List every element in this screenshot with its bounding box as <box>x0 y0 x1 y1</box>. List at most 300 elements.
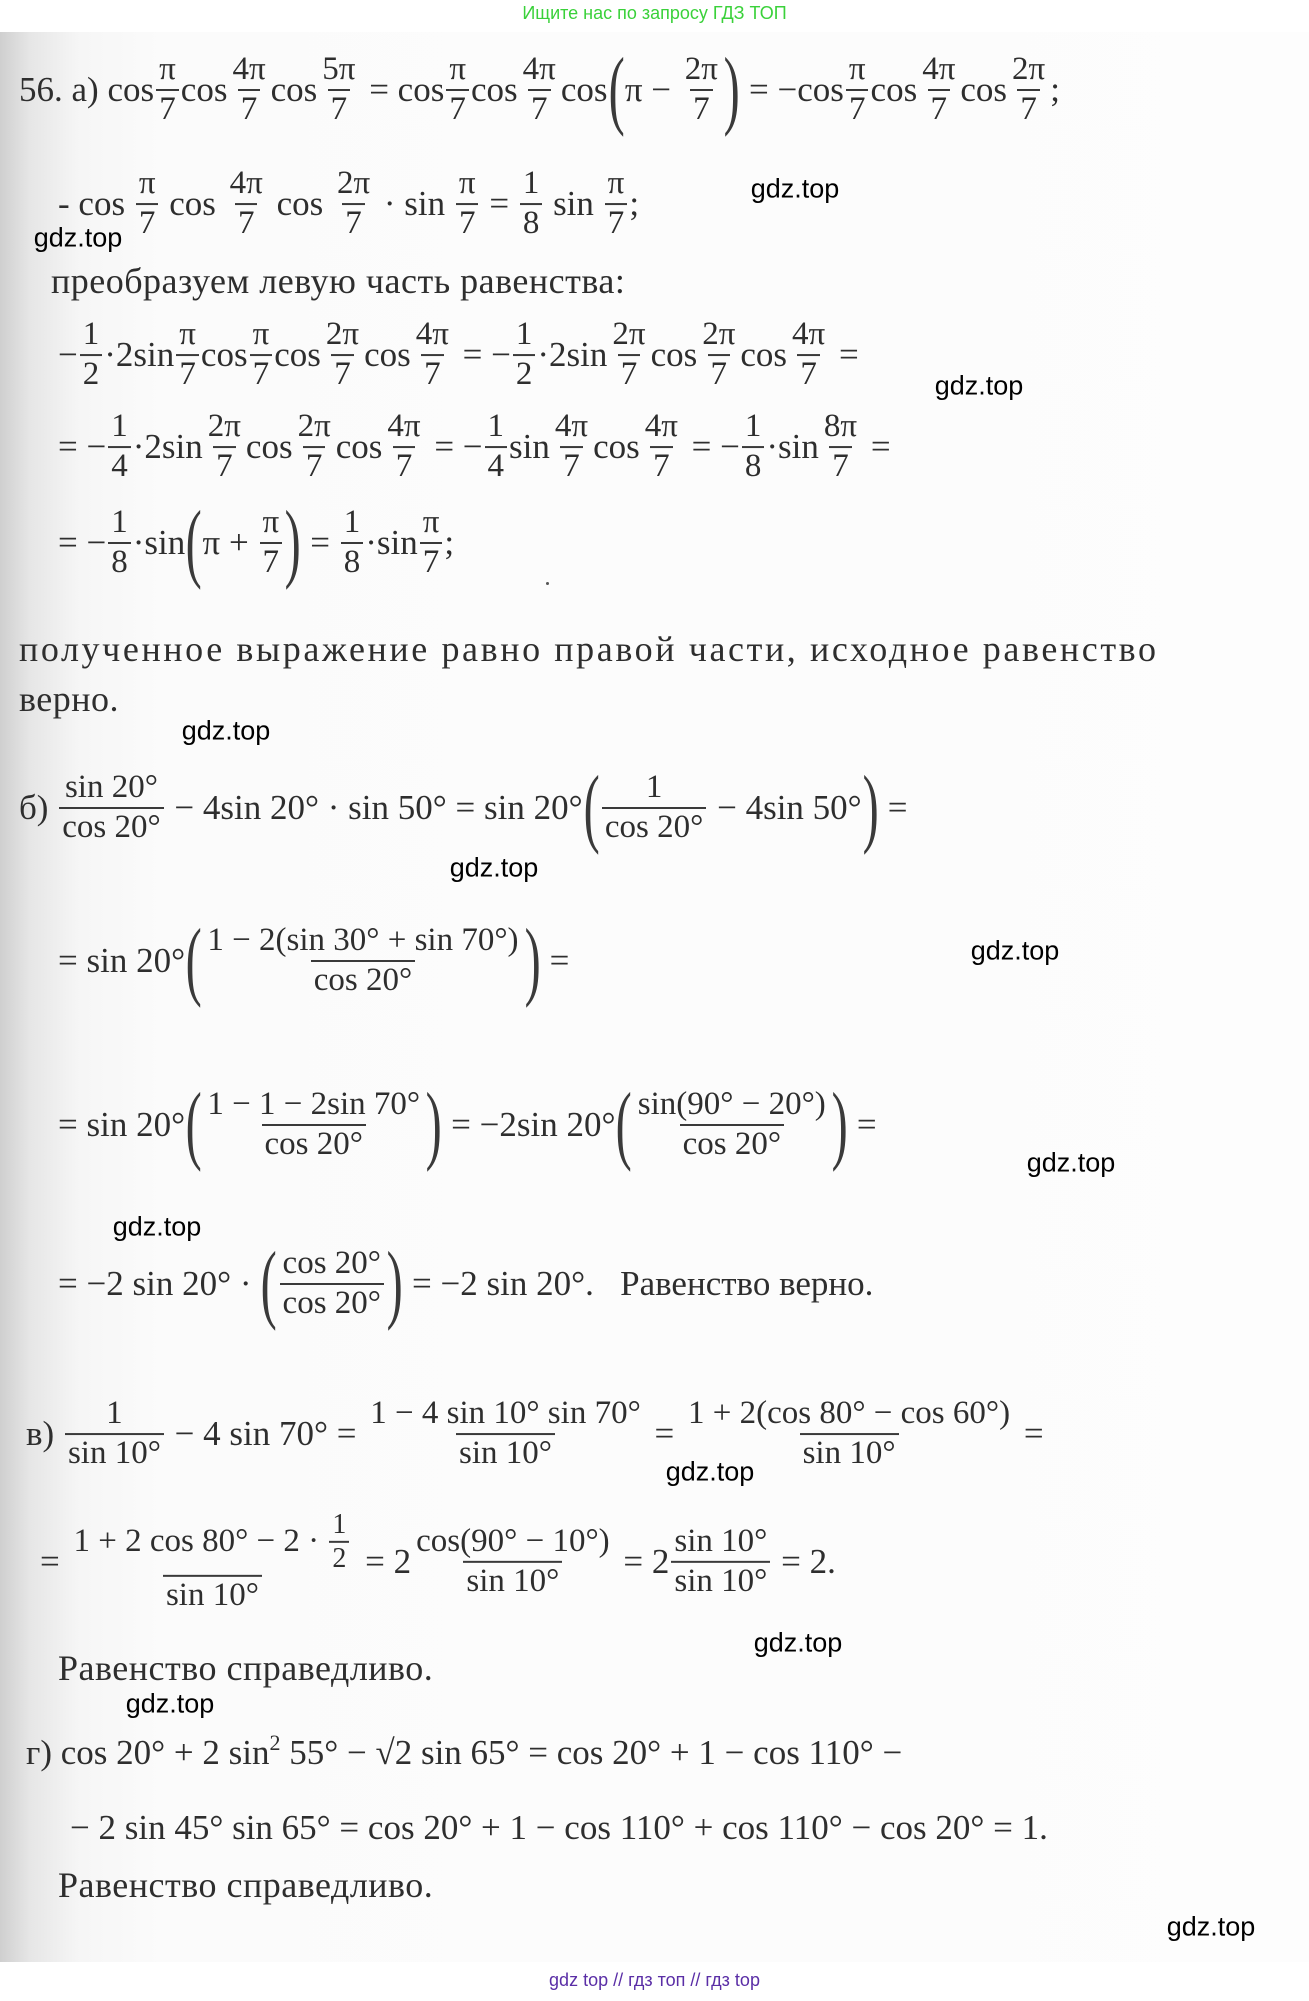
math-text: ; <box>629 184 640 223</box>
math-text: sin 10° <box>459 1435 552 1471</box>
math-text: 7 <box>138 205 156 241</box>
numerator <box>250 316 273 354</box>
denominator <box>156 89 179 129</box>
denominator <box>311 960 415 1000</box>
numerator <box>643 769 666 807</box>
fraction <box>635 1086 829 1164</box>
watermark: gdz.top <box>112 1211 202 1242</box>
denominator <box>393 446 416 486</box>
math-text: = <box>301 523 339 562</box>
math-text: ; <box>1050 70 1060 109</box>
math-text: 1 <box>82 316 100 353</box>
denominator <box>59 807 163 847</box>
numerator <box>513 316 536 354</box>
fraction <box>59 769 163 847</box>
fraction <box>329 1509 349 1575</box>
eq-a-4 <box>58 408 891 486</box>
fraction <box>846 51 869 129</box>
math-text: ·sin <box>132 523 186 562</box>
math-text: π <box>607 165 625 202</box>
math-text: = <box>848 1105 877 1144</box>
math-text: cos 20° <box>313 962 413 998</box>
numerator <box>341 504 364 542</box>
numerator <box>605 165 628 203</box>
math-text: 7 <box>832 448 849 484</box>
math-text: 1 + 2 cos 80° − 2 · <box>73 1523 328 1560</box>
numerator <box>204 922 521 960</box>
math-text: 7 <box>422 544 440 580</box>
math-text: г) cos 20° + 2 sin <box>26 1733 270 1772</box>
math-text: 2π <box>1012 51 1046 88</box>
math-text: 1 <box>515 316 533 353</box>
eq-g-1 <box>26 1730 903 1773</box>
numerator <box>280 1245 384 1283</box>
fraction <box>742 408 765 486</box>
math-text: cos(90° − 10°) <box>416 1523 610 1560</box>
denominator <box>520 203 543 243</box>
denominator <box>329 1541 349 1575</box>
fraction <box>334 165 373 243</box>
math-text: б) <box>19 788 58 827</box>
numerator <box>485 408 508 446</box>
math-text: π <box>262 504 280 541</box>
eq-v-1 <box>26 1395 1044 1473</box>
denominator <box>238 89 261 129</box>
math-text: 1 <box>744 408 762 445</box>
math-text: 2π <box>336 165 371 202</box>
eq-b-3 <box>58 1076 877 1173</box>
math-text: 1 − 4 sin 10° sin 70° <box>370 1395 641 1432</box>
top-banner[interactable]: Ищите нас по запросу ГДЗ ТОП <box>0 0 1309 32</box>
denominator <box>618 354 641 394</box>
math-text: = − <box>453 335 511 374</box>
numerator <box>1009 51 1048 89</box>
math-text: 7 <box>237 205 255 241</box>
watermark: gdz.top <box>449 852 539 883</box>
eq-a-5 <box>58 494 455 591</box>
denominator <box>485 446 508 486</box>
math-text: 2π <box>684 51 718 88</box>
right-paren: ) <box>284 494 301 591</box>
footer-links[interactable]: gdz top // гдз топ // гдз top <box>0 1962 1309 2001</box>
math-text: cos <box>200 335 248 374</box>
math-text: − 2 sin 45° sin 65° = cos 20° + 1 − cos 110° + cos 110° − cos 20° = 1. <box>70 1808 1048 1847</box>
numerator <box>642 408 681 446</box>
math-text: = sin 20° <box>58 941 186 980</box>
math-text: = − <box>425 427 483 466</box>
math-text: π − <box>624 70 680 109</box>
math-text: sin 10° <box>674 1563 768 1599</box>
math-text: 8 <box>111 544 128 580</box>
denominator <box>342 203 365 243</box>
eq-a-2 <box>58 165 639 243</box>
left-paren: ( <box>185 1076 202 1173</box>
watermark: gdz.top <box>181 715 271 746</box>
math-text: 7 <box>262 544 280 580</box>
denominator <box>331 354 354 394</box>
fraction <box>204 1086 423 1164</box>
math-text: cos <box>740 335 788 374</box>
math-text: cos 20° <box>264 1126 363 1162</box>
math-text: sin 10° <box>165 1577 259 1614</box>
fraction <box>367 1395 644 1473</box>
math-text: π <box>159 51 176 88</box>
numerator <box>108 408 131 446</box>
math-text: 1 + 2(cos 80° − cos 60°) <box>688 1395 1011 1432</box>
denominator <box>341 542 364 582</box>
fraction <box>259 504 282 582</box>
numerator <box>446 51 469 89</box>
math-text: sin(90° − 20°) <box>637 1086 826 1123</box>
math-text: − 4sin 50° <box>708 788 862 827</box>
fraction <box>227 165 266 243</box>
denominator <box>846 89 869 129</box>
math-text: cos <box>560 70 608 109</box>
math-text: = <box>480 184 518 223</box>
fraction <box>609 316 648 394</box>
denominator <box>235 203 258 243</box>
right-paren: ) <box>524 912 541 1009</box>
numerator <box>413 1523 612 1561</box>
fraction <box>205 408 244 486</box>
denominator <box>829 446 852 486</box>
fraction <box>319 51 358 129</box>
numerator <box>635 1086 829 1124</box>
numerator <box>552 408 591 446</box>
numerator <box>329 1509 349 1541</box>
denominator <box>328 89 351 129</box>
watermark: gdz.top <box>970 935 1060 966</box>
scan-speck <box>546 582 549 585</box>
math-text: cos <box>160 184 225 223</box>
math-text: 4π <box>387 408 421 445</box>
fraction <box>602 769 706 847</box>
math-text: = 2. <box>772 1542 836 1581</box>
math-text: = sin 20° <box>58 1105 186 1144</box>
math-text: 1 <box>645 769 663 806</box>
numerator <box>520 165 543 203</box>
math-text: 7 <box>395 448 413 484</box>
math-text: 4π <box>522 51 556 88</box>
math-text: 4 <box>111 448 128 484</box>
math-text: π <box>138 165 156 202</box>
fraction <box>413 316 452 394</box>
watermark: gdz.top <box>665 1456 755 1487</box>
math-text: ; <box>444 523 455 562</box>
numerator <box>204 1086 423 1124</box>
numerator <box>323 316 362 354</box>
math-text: 7 <box>653 448 670 484</box>
denominator <box>528 89 551 129</box>
denominator <box>80 354 103 394</box>
watermark: gdz.top <box>1166 1911 1256 1942</box>
math-text: 4π <box>792 316 826 353</box>
math-text: cos <box>364 335 411 374</box>
math-text: − <box>58 335 78 374</box>
math-text: π <box>422 504 440 541</box>
math-text: cos <box>870 70 918 109</box>
math-text: 7 <box>159 91 176 127</box>
math-text: = <box>1015 1414 1044 1453</box>
fraction <box>456 165 479 243</box>
numerator <box>742 408 765 446</box>
math-text: ·sin <box>766 427 819 466</box>
math-text: ·2sin <box>104 335 175 374</box>
math-text: cos <box>180 70 228 109</box>
math-text: = 2 <box>614 1542 670 1581</box>
math-text: cos <box>274 335 321 374</box>
math-text: ·2sin <box>537 335 608 374</box>
numerator <box>108 504 131 542</box>
math-text: 7 <box>693 91 710 127</box>
math-text: cos <box>270 70 318 109</box>
fraction <box>384 408 423 486</box>
math-text: π <box>458 165 476 202</box>
denominator <box>163 1575 262 1615</box>
right-paren: ) <box>425 1076 442 1173</box>
numerator <box>846 51 869 89</box>
numerator <box>699 316 738 354</box>
watermark: gdz.top <box>753 1627 843 1658</box>
eq-a-3 <box>58 316 859 394</box>
math-text: π <box>449 51 467 88</box>
math-text: 7 <box>800 356 817 392</box>
fraction <box>65 1395 164 1473</box>
math-text: = <box>878 788 908 827</box>
math-text: cos 20° <box>682 1126 782 1162</box>
math-text: 7 <box>345 205 362 241</box>
math-text: 4π <box>554 408 589 445</box>
denominator <box>800 1433 899 1473</box>
math-text: ·sin <box>365 523 418 562</box>
math-text: cos <box>471 70 518 109</box>
math-text: = <box>540 941 570 980</box>
left-paren: ( <box>608 41 625 138</box>
math-text: 56. а) cos <box>19 70 155 109</box>
math-text: 2 <box>332 1543 347 1575</box>
math-text: 7 <box>330 91 348 127</box>
math-text: 1 <box>106 1395 123 1432</box>
math-text: 1 <box>343 504 361 541</box>
denominator <box>176 354 199 394</box>
math-text: 7 <box>531 91 548 127</box>
numerator <box>319 51 358 89</box>
math-text: 7 <box>607 205 625 241</box>
math-text: = 2 <box>356 1542 412 1581</box>
fraction <box>919 51 958 129</box>
math-text: = −2 sin 20°. Равенство верно. <box>403 1264 874 1303</box>
math-text: cos <box>335 427 383 466</box>
math-text: 2π <box>207 408 241 445</box>
math-text: π + <box>202 523 258 562</box>
math-text: = cos <box>360 70 445 109</box>
transform-left-text: преобразуем левую часть равенства: <box>51 261 626 301</box>
numerator <box>384 408 423 446</box>
math-text: sin 10° <box>67 1435 161 1471</box>
numerator <box>80 316 103 354</box>
denominator <box>456 203 479 243</box>
math-text: sin 10° <box>802 1435 896 1471</box>
math-text: 4π <box>229 165 263 202</box>
fraction <box>552 408 591 486</box>
math-text: 7 <box>930 91 948 127</box>
denominator <box>213 446 236 486</box>
fraction <box>642 408 681 486</box>
fraction <box>136 165 159 243</box>
math-text: 1 <box>487 408 505 445</box>
denominator <box>250 354 273 394</box>
numerator <box>136 165 159 203</box>
left-paren: ( <box>185 912 202 1009</box>
math-text: 8 <box>343 544 361 580</box>
numerator <box>156 51 179 89</box>
math-text: cos 20° <box>604 809 704 845</box>
math-text: 7 <box>563 448 580 484</box>
watermark: gdz.top <box>934 370 1024 401</box>
denominator <box>513 354 536 394</box>
numerator <box>821 408 860 446</box>
numerator <box>295 408 334 446</box>
fraction <box>108 408 131 486</box>
numerator <box>205 408 244 446</box>
denominator <box>280 1283 384 1323</box>
math-text: cos 20° <box>62 809 161 845</box>
numerator <box>456 165 479 203</box>
numerator <box>685 1395 1013 1433</box>
conclusion-text-line1: полученное выражение равно правой части, исходное равенство <box>19 629 1159 669</box>
fraction <box>295 408 334 486</box>
fraction <box>821 408 860 486</box>
math-text: 2π <box>325 316 360 353</box>
denominator <box>421 354 444 394</box>
fraction <box>229 51 268 129</box>
math-text: = − <box>58 523 107 562</box>
math-text: cos 20° <box>282 1245 381 1282</box>
math-text: sin 10° <box>466 1563 560 1599</box>
math-text: 7 <box>449 91 466 127</box>
math-text: = <box>645 1414 684 1453</box>
denominator <box>65 1433 164 1473</box>
fraction <box>71 1509 355 1615</box>
denominator <box>446 89 469 129</box>
denominator <box>1017 89 1040 129</box>
fraction <box>280 1245 384 1323</box>
math-text: = −2 sin 20° · <box>58 1264 261 1303</box>
math-text: - cos <box>58 184 134 223</box>
numerator <box>334 165 373 203</box>
fraction <box>250 316 273 394</box>
math-text: 2 <box>82 356 100 392</box>
fraction <box>520 51 559 129</box>
math-text: = <box>830 335 859 374</box>
math-text: в) <box>26 1414 63 1453</box>
fraction <box>671 1523 770 1601</box>
math-text: 1 <box>522 165 540 202</box>
watermark: gdz.top <box>750 173 840 204</box>
numerator <box>520 51 559 89</box>
numerator <box>609 316 648 354</box>
math-text: 7 <box>252 356 270 392</box>
denominator <box>260 542 283 582</box>
math-text: − 4sin 20° · sin 50° = sin 20° <box>165 788 583 827</box>
fraction <box>789 316 828 394</box>
math-text: π <box>252 316 270 353</box>
math-text: 55° − √2 sin 65° = cos 20° + 1 − cos 110° − <box>280 1733 903 1772</box>
math-text: cos <box>650 335 698 374</box>
eq-b-2 <box>58 912 570 1009</box>
denominator <box>262 1124 366 1164</box>
conclusion-text-line2: верно. <box>19 679 120 719</box>
math-text: 7 <box>334 356 351 392</box>
denominator <box>420 542 443 582</box>
math-text: = −2sin 20° <box>442 1105 616 1144</box>
math-text: 4 <box>487 448 505 484</box>
fraction <box>323 316 362 394</box>
fraction <box>520 165 543 243</box>
math-text: = − <box>682 427 740 466</box>
right-paren: ) <box>723 41 740 138</box>
math-text: = <box>40 1542 69 1581</box>
math-text: 1 − 1 − 2sin 70° <box>207 1086 421 1123</box>
math-text: cos <box>267 184 332 223</box>
numerator <box>789 316 828 354</box>
math-text: 4π <box>415 316 449 353</box>
math-text: 1 <box>332 1508 347 1540</box>
eq-a-1 <box>19 41 1060 138</box>
math-text: 7 <box>620 356 638 392</box>
math-text: = <box>862 427 891 466</box>
math-text: 7 <box>424 356 441 392</box>
denominator <box>463 1561 562 1601</box>
right-paren: ) <box>862 759 879 856</box>
fraction <box>413 1523 612 1601</box>
math-text: 7 <box>848 91 866 127</box>
numerator <box>919 51 958 89</box>
denominator <box>303 446 326 486</box>
fraction <box>176 316 199 394</box>
numerator <box>229 51 268 89</box>
math-text: 1 <box>111 504 128 541</box>
math-text: 7 <box>305 448 323 484</box>
fraction <box>699 316 738 394</box>
math-text: 4π <box>922 51 956 88</box>
math-text: = −cos <box>740 70 844 109</box>
denominator <box>742 446 765 486</box>
math-text: 2π <box>702 316 736 353</box>
right-paren: ) <box>386 1235 403 1332</box>
denominator <box>108 446 131 486</box>
denominator <box>708 354 731 394</box>
numerator <box>413 316 452 354</box>
denominator <box>456 1433 555 1473</box>
denominator <box>928 89 951 129</box>
math-text: 7 <box>458 205 476 241</box>
left-paren: ( <box>260 1235 277 1332</box>
fraction <box>108 504 131 582</box>
math-group <box>74 1509 352 1575</box>
fraction <box>605 165 628 243</box>
numerator <box>682 51 721 89</box>
valid-text-g: Равенство справедливо. <box>58 1865 434 1905</box>
denominator <box>680 1124 784 1164</box>
denominator <box>797 354 820 394</box>
numerator <box>71 1509 355 1575</box>
math-text: 7 <box>1020 91 1037 127</box>
denominator <box>602 807 706 847</box>
fraction <box>341 504 364 582</box>
math-text: · sin <box>375 184 454 223</box>
fraction <box>682 51 721 129</box>
